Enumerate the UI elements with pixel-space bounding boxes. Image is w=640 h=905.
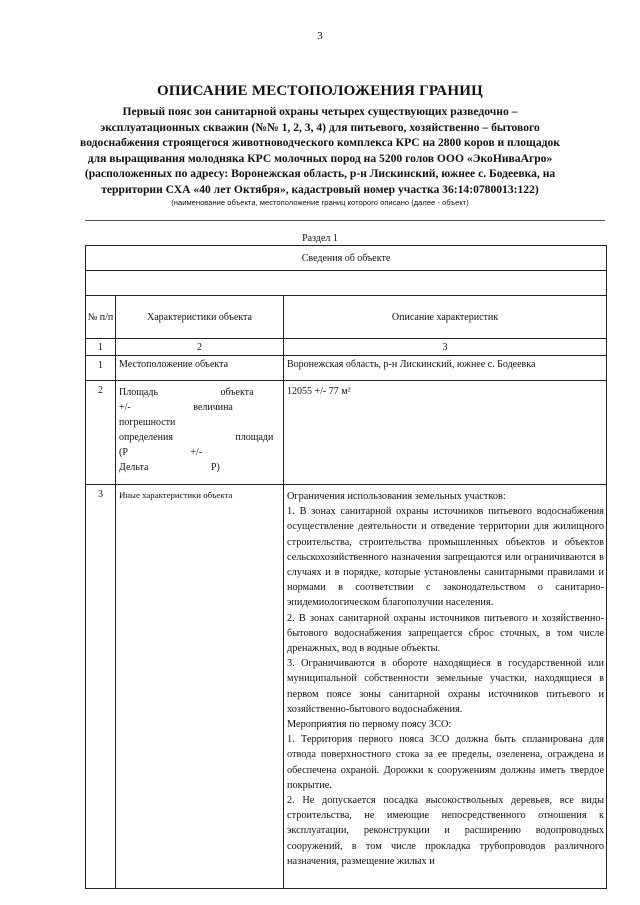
table-caption: Сведения об объекте [86, 246, 607, 271]
row-number: 2 [86, 381, 116, 485]
object-info-table [85, 245, 606, 889]
paragraph: 1. Территория первого пояса ЗСО должна быть спланирована для отвода поверхностного стока за ее пределы, озеленена, ограждена и обеспечена охраной. Дорожки к сооружениям должны иметь твердое покрытие. [287, 734, 605, 791]
characteristic-name: Площадь объекта +/- величина погрешности определения площади (Р +/- Дельта Р) [116, 381, 284, 485]
characteristic-name: Иные характеристики объекта [116, 485, 284, 889]
paragraph: 1. В зонах санитарной охраны источников питьевого водоснабжения осуществление деятельности и отведение территории для жилищного строительства, строительства промышленных объектов и объектов сельскохозяйственного назначения запрещаются или ограничиваются в случаях и в порядке, которые установлены санитарными правилами и нормами в соответствии с законодательством о санитарно-эпидемиологическом благополучии населения. [287, 506, 605, 609]
separator-line [85, 220, 605, 221]
section-title: Раздел 1 [302, 233, 338, 244]
table-row [86, 356, 607, 381]
column-index-1: 1 [86, 339, 116, 356]
row-number: 1 [86, 356, 116, 381]
object-description: Первый пояс зон санитарной охраны четырех существующих разведочно – эксплуатационных скважин (№№ 1, 2, 3, 4) для питьевого, хозяйственно – бытового водоснабжения строящегося животноводческого комплекса КРС на 2800 коров и площадок для выращивания молодняка КРС молочных пород на 5200 голов ООО «ЭкоНиваАгро» (расположенных по адресу: Воронежская область, р-н Лискинский, южнее с. Бодеевка, на территории СХА «40 лет Октября», кадастровый номер участка 36:14:0780013:122) [80, 105, 560, 196]
column-index-2: 2 [116, 339, 284, 356]
column-header-number: № п/п [86, 296, 116, 339]
document-title: ОПИСАНИЕ МЕСТОПОЛОЖЕНИЯ ГРАНИЦ [157, 83, 483, 99]
table-row [86, 381, 607, 485]
paragraph: Ограничения использования земельных участков: [287, 491, 506, 502]
paragraph: Мероприятия по первому поясу ЗСО: [287, 719, 452, 731]
characteristic-value: 12055 +/- 77 м² [284, 381, 607, 485]
table-row [86, 485, 607, 889]
page-number: 3 [317, 30, 323, 42]
row-number: 3 [86, 485, 116, 889]
object-name-note: (наименование объекта, местоположение границ которого описано (далее - объект) [171, 198, 469, 207]
column-index-3: 3 [284, 339, 607, 356]
restrictions-text [284, 485, 606, 879]
characteristic-name: Местоположение объекта [116, 356, 284, 381]
column-header-characteristic: Характеристики объекта [116, 296, 284, 339]
paragraph: 2. Не допускается посадка высокоствольных деревьев, все виды строительства, не имеющие непосредственного отношения к эксплуатации, реконструкции и расширению водопроводных сооружений, в том числе прокладка трубопроводов различного назначения, размещение жилых и [287, 795, 605, 867]
paragraph: 3. Ограничиваются в обороте находящиеся в государственной или муниципальной собственности земельные участки, находящиеся в первом поясе зоны санитарной охраны источников питьевого и хозяйственно-бытового водоснабжения. [287, 658, 605, 715]
paragraph: 2. В зонах санитарной охраны источников питьевого и хозяйственно-бытового водоснабжения запрещается сброс сточных, в том числе дренажных, вод в водные объекты. [287, 612, 605, 655]
column-header-description: Описание характеристик [284, 296, 607, 339]
characteristic-value [284, 485, 607, 889]
table-empty-row [86, 271, 607, 296]
characteristic-value: Воронежская область, р-н Лискинский, южнее с. Бодеевка [284, 356, 607, 381]
